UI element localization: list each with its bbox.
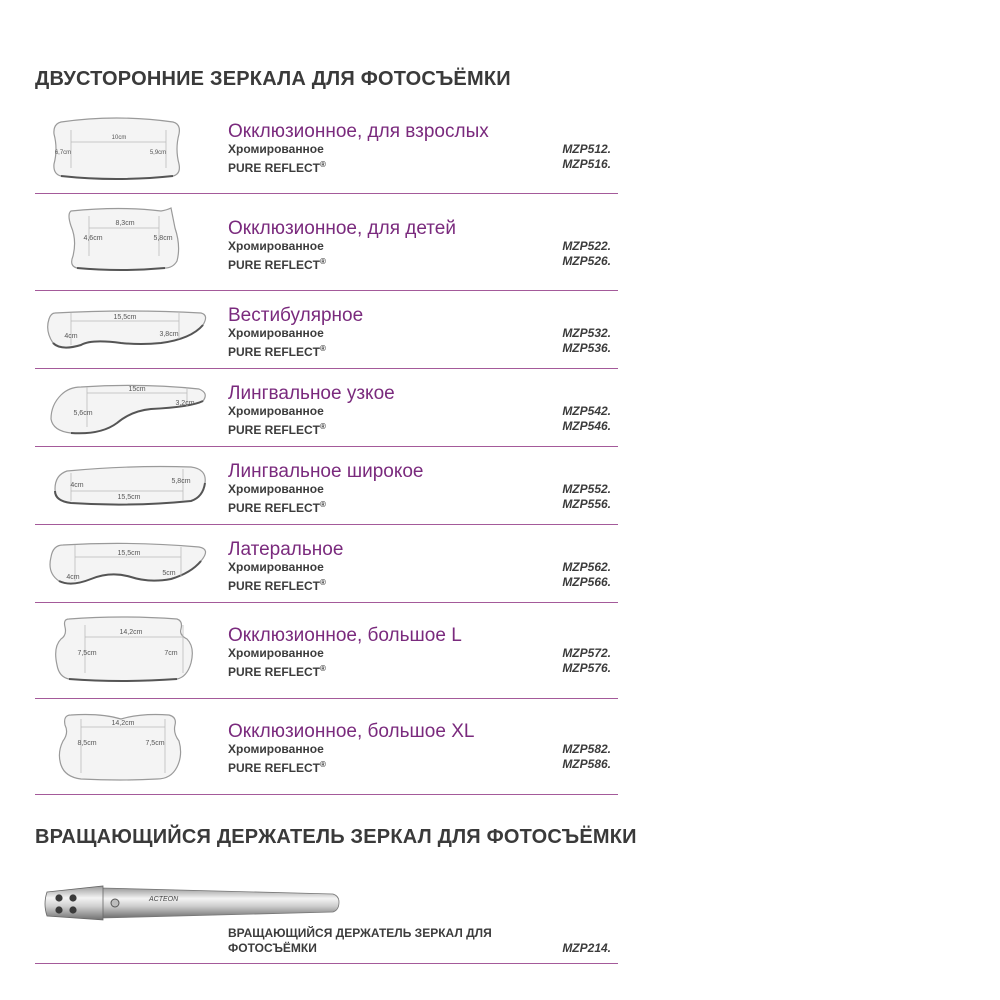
finish-line-chrome xyxy=(228,482,618,497)
finish-label: PURE REFLECT xyxy=(228,161,321,175)
dim-label: 15cm xyxy=(128,386,146,393)
product-code: MZP536. xyxy=(562,341,611,355)
dim-label: 7,5cm xyxy=(77,650,97,657)
finish-label: PURE REFLECT xyxy=(228,665,321,679)
finish-label: Хромированное xyxy=(228,482,324,496)
finish-line-pure xyxy=(228,575,618,593)
dim-label: 5,9cm xyxy=(149,150,167,156)
finish-label: Хромированное xyxy=(228,560,324,574)
finish-label: PURE REFLECT xyxy=(228,501,321,515)
dim-label: 3,2cm xyxy=(175,400,195,407)
finish-label: PURE REFLECT xyxy=(228,761,321,775)
dim-label: 7,5cm xyxy=(145,740,165,747)
mirror-thumbnail-occlusal-adult xyxy=(41,116,191,182)
finish-line-chrome xyxy=(228,239,618,254)
dim-label: 15,5cm xyxy=(117,550,141,557)
product-title: Лингвальное широкое xyxy=(228,461,424,482)
mirror-thumbnail-occlusal-large-l xyxy=(41,615,201,685)
registered-mark: ® xyxy=(320,422,326,431)
product-row xyxy=(35,447,618,525)
registered-mark: ® xyxy=(320,344,326,353)
finish-line-pure xyxy=(228,497,618,515)
product-code: MZP532. xyxy=(562,326,611,340)
finish-label: PURE REFLECT xyxy=(228,579,321,593)
registered-mark: ® xyxy=(320,160,326,169)
product-title: Окклюзионное, для детей xyxy=(228,218,456,239)
dim-label: 10cm xyxy=(111,135,127,141)
finish-line-chrome xyxy=(228,142,618,157)
product-title: Вестибулярное xyxy=(228,305,364,326)
brand-logo-text: ACTEON xyxy=(149,896,179,903)
dim-label: 5,8cm xyxy=(171,478,191,485)
finish-line-chrome xyxy=(228,646,618,661)
dim-label: 4cm xyxy=(64,333,78,340)
mirror-thumbnail-vestibular xyxy=(41,305,211,357)
dim-label: 8,5cm xyxy=(77,740,97,747)
dim-label: 5cm xyxy=(162,570,176,577)
product-row xyxy=(35,97,618,194)
product-title: Латеральное xyxy=(228,539,344,560)
mirror-product-list xyxy=(35,97,618,795)
finish-label: Хромированное xyxy=(228,404,324,418)
dim-label: 15,5cm xyxy=(117,494,141,501)
mirror-thumbnail-lateral xyxy=(41,537,211,593)
finish-label: PURE REFLECT xyxy=(228,258,321,272)
dim-label: 6,7cm xyxy=(54,150,72,156)
dim-label: 8,3cm xyxy=(115,220,135,227)
rotating-mirror-holder-image xyxy=(43,884,343,924)
dim-label: 4cm xyxy=(66,574,80,581)
registered-mark: ® xyxy=(320,578,326,587)
finish-line-chrome xyxy=(228,326,618,341)
product-row xyxy=(35,525,618,603)
finish-label: Хромированное xyxy=(228,239,324,253)
finish-label: Хромированное xyxy=(228,646,324,660)
product-code: MZP562. xyxy=(562,560,611,574)
registered-mark: ® xyxy=(320,500,326,509)
section-title-mirrors: ДВУСТОРОННИЕ ЗЕРКАЛА ДЛЯ ФОТОСЪЁМКИ xyxy=(35,68,511,90)
product-code: MZP552. xyxy=(562,482,611,496)
mirror-thumbnail-lingual-wide xyxy=(41,461,211,513)
dim-label: 14,2cm xyxy=(111,720,135,727)
dim-label: 3,8cm xyxy=(159,331,179,338)
dim-label: 5,8cm xyxy=(153,235,173,242)
product-row xyxy=(35,291,618,369)
product-code: MZP566. xyxy=(562,575,611,589)
product-row xyxy=(35,369,618,447)
finish-line-pure xyxy=(228,661,618,679)
finish-label: Хромированное xyxy=(228,742,324,756)
holder-name: ВРАЩАЮЩИЙСЯ ДЕРЖАТЕЛЬ ЗЕРКАЛ ДЛЯ ФОТОСЪЁМКИ xyxy=(228,926,492,955)
holder-product-row xyxy=(35,870,618,964)
product-title: Лингвальное узкое xyxy=(228,383,395,404)
finish-line-pure xyxy=(228,157,618,175)
finish-line-pure xyxy=(228,419,618,437)
product-code: MZP556. xyxy=(562,497,611,511)
registered-mark: ® xyxy=(320,664,326,673)
finish-line-chrome xyxy=(228,560,618,575)
product-code: MZP582. xyxy=(562,742,611,756)
holder-code: MZP214. xyxy=(562,941,611,955)
finish-label: PURE REFLECT xyxy=(228,345,321,359)
dim-label: 7cm xyxy=(164,650,178,657)
finish-line-chrome xyxy=(228,742,618,757)
product-code: MZP526. xyxy=(562,254,611,268)
product-code: MZP546. xyxy=(562,419,611,433)
product-title: Окклюзионное, большое L xyxy=(228,625,462,646)
product-code: MZP522. xyxy=(562,239,611,253)
dim-label: 15,5cm xyxy=(113,314,137,321)
product-title: Окклюзионное, для взрослых xyxy=(228,121,489,142)
finish-label: PURE REFLECT xyxy=(228,423,321,437)
product-title: Окклюзионное, большое XL xyxy=(228,721,475,742)
product-row xyxy=(35,603,618,699)
section-title-holder: ВРАЩАЮЩИЙСЯ ДЕРЖАТЕЛЬ ЗЕРКАЛ ДЛЯ ФОТОСЪЁМКИ xyxy=(35,826,637,848)
registered-mark: ® xyxy=(320,257,326,266)
finish-label: Хромированное xyxy=(228,326,324,340)
finish-line-pure xyxy=(228,254,618,272)
finish-line-chrome xyxy=(228,404,618,419)
product-code: MZP586. xyxy=(562,757,611,771)
finish-label: Хромированное xyxy=(228,142,324,156)
product-code: MZP542. xyxy=(562,404,611,418)
product-row xyxy=(35,699,618,795)
dim-label: 4cm xyxy=(70,482,84,489)
product-code: MZP572. xyxy=(562,646,611,660)
mirror-thumbnail-occlusal-large-xl xyxy=(41,711,201,783)
product-code: MZP516. xyxy=(562,157,611,171)
dim-label: 14,2cm xyxy=(119,629,143,636)
finish-line-pure xyxy=(228,757,618,775)
mirror-thumbnail-occlusal-child xyxy=(41,206,191,276)
registered-mark: ® xyxy=(320,760,326,769)
product-row xyxy=(35,194,618,291)
mirror-thumbnail-lingual-narrow xyxy=(41,381,211,437)
product-code: MZP512. xyxy=(562,142,611,156)
product-code: MZP576. xyxy=(562,661,611,675)
dim-label: 5,6cm xyxy=(73,410,93,417)
dim-label: 4,6cm xyxy=(83,235,103,242)
finish-line-pure xyxy=(228,341,618,359)
